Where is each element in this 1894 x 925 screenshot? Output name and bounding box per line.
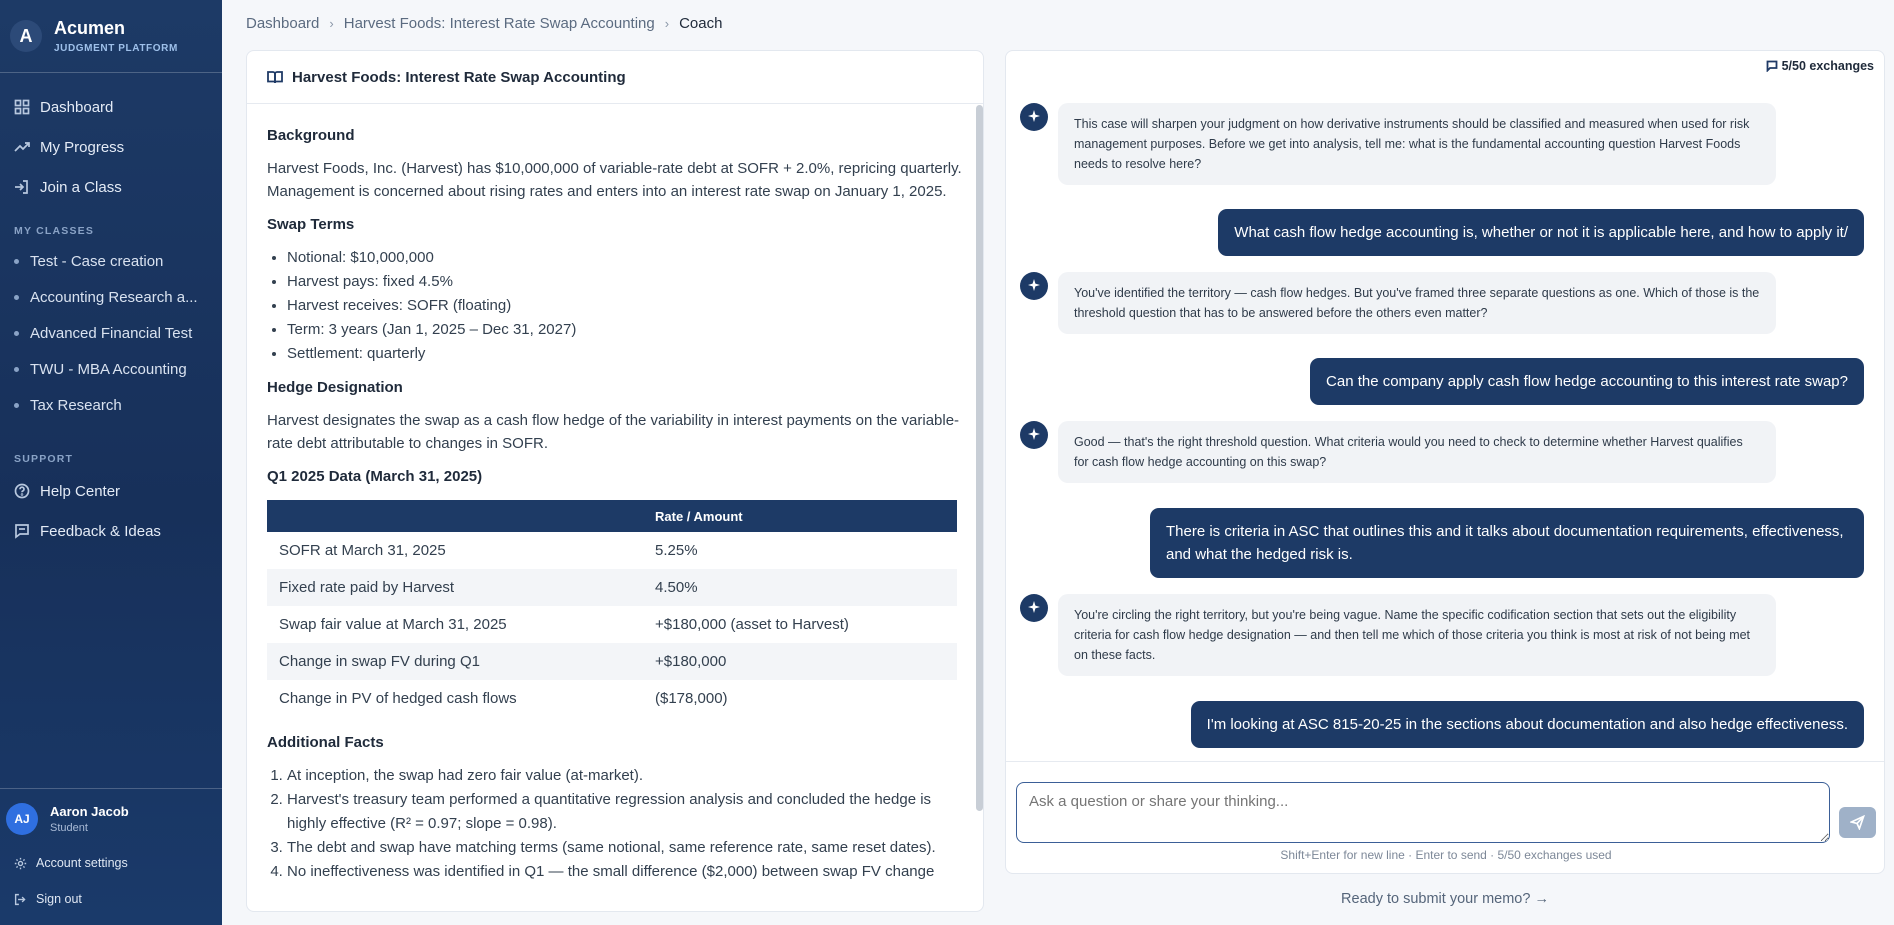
table-row [267, 532, 957, 569]
sign-out-label: Sign out [36, 892, 82, 906]
user-message: Can the company apply cash flow hedge accounting to this interest rate swap? [1310, 358, 1864, 405]
nav-progress-label: My Progress [40, 138, 125, 156]
table-cell: Change in PV of hedged cash flows [279, 690, 517, 707]
sidebar [0, 0, 222, 925]
gear-icon [14, 857, 27, 870]
message-input[interactable] [1016, 782, 1830, 843]
brand-logo: A [10, 20, 42, 52]
list-item: 1. At inception, the swap had zero fair value (at-market). [287, 764, 963, 788]
main-nav [0, 73, 222, 207]
nav-help-label: Help Center [40, 482, 121, 500]
coach-sparkle-icon [1020, 421, 1048, 449]
table-header-row [267, 500, 957, 532]
brand[interactable] [0, 0, 222, 73]
chevron-right-icon: › [664, 16, 670, 31]
user-message: There is criteria in ASC that outlines this and it talks about documentation requirements, effectiveness, and what the hedged risk is. [1150, 508, 1864, 578]
table-row [267, 680, 957, 717]
account-settings-label: Account settings [36, 856, 128, 870]
table-cell: Change in swap FV during Q1 [267, 643, 643, 680]
case-title: Harvest Foods: Interest Rate Swap Accounting [292, 68, 626, 86]
chevron-right-icon: › [329, 16, 334, 31]
coach-message: This case will sharpen your judgment on how derivative instruments should be classified and measured when used for risk management purposes. Before we get into analysis, tell me: what is the fundamental accounting question Harvest Foods needs to resolve here? [1058, 103, 1776, 185]
table-cell: SOFR at March 31, 2025 [279, 542, 446, 559]
grid-icon [14, 99, 30, 115]
case-scrollbar[interactable] [976, 105, 983, 811]
additional-facts-heading: Additional Facts [267, 734, 384, 751]
trend-up-icon [14, 139, 30, 155]
class-label: TWU - MBA Accounting [30, 360, 187, 378]
coach-sparkle-icon [1020, 272, 1048, 300]
help-circle-icon [14, 483, 30, 499]
coach-sparkle-icon [1020, 103, 1048, 131]
case-header [247, 51, 983, 104]
table-cell: +$180,000 (asset to Harvest) [655, 616, 849, 633]
coach-chat-panel [1005, 50, 1885, 874]
nav-join-label: Join a Class [40, 178, 122, 196]
coach-message: You're circling the right territory, but you're being vague. Name the specific codification section that sets out the eligibility criteria for cash flow hedge designation — and then tell me which of those criteria you think is most at risk of not being met on these facts. [1058, 594, 1776, 676]
nav-dashboard-label: Dashboard [40, 98, 114, 116]
list-item: 3. The debt and swap have matching terms (same notional, same reference rate, same reset dates). [287, 836, 963, 860]
q1-data-heading: Q1 2025 Data (March 31, 2025) [267, 468, 483, 485]
coach-message: You've identified the territory — cash flow hedges. But you've framed three separate questions as one. Which of those is the threshold question that has to be answered before the others even matter? [1058, 272, 1776, 334]
class-item[interactable] [0, 351, 222, 387]
hedge-heading: Hedge Designation [267, 379, 403, 396]
bullet-dot [14, 403, 19, 408]
bullet-dot [14, 331, 19, 336]
exchange-count: 5/50 exchanges [1781, 59, 1874, 73]
nav-dashboard[interactable] [0, 87, 222, 127]
swap-terms-heading: Swap Terms [267, 216, 355, 233]
user-profile[interactable] [0, 803, 222, 835]
logout-icon [14, 893, 27, 906]
class-item[interactable] [0, 279, 222, 315]
case-body[interactable] [247, 104, 983, 884]
breadcrumb-case[interactable]: Harvest Foods: Interest Rate Swap Accounting [343, 15, 655, 32]
account-settings-link[interactable] [0, 845, 222, 881]
user-name: Aaron Jacob [50, 804, 129, 819]
sign-out-link[interactable] [0, 881, 222, 917]
user-message: I'm looking at ASC 815-20-25 in the sections about documentation and also hedge effectiveness. [1191, 701, 1864, 748]
coach-message: Good — that's the right threshold question. What criteria would you need to check to determine whether Harvest qualifies for cash flow hedge accounting on this swap? [1058, 421, 1776, 483]
breadcrumb-current: Coach [679, 15, 723, 32]
background-heading: Background [267, 127, 355, 144]
message-icon [1766, 60, 1778, 72]
user-role: Student [50, 822, 88, 834]
class-item[interactable] [0, 387, 222, 423]
table-row [267, 606, 957, 643]
user-block [0, 788, 222, 925]
class-label: Accounting Research a... [30, 288, 198, 306]
list-item: 2. Harvest's treasury team performed a quantitative regression analysis and concluded the hedge is highly effective (R² = 0.97; slope = 0.98). [287, 788, 963, 836]
breadcrumb-dashboard[interactable]: Dashboard [246, 15, 320, 32]
bullet-dot [14, 295, 19, 300]
class-label: Advanced Financial Test [30, 324, 193, 342]
send-button[interactable] [1839, 807, 1876, 838]
table-cell: 4.50% [643, 569, 957, 606]
table-cell: ($178,000) [655, 690, 728, 707]
class-item[interactable] [0, 243, 222, 279]
list-item: • Notional: $10,000,000 [287, 246, 963, 270]
login-icon [14, 179, 30, 195]
swap-terms-list [287, 246, 963, 366]
coach-sparkle-icon [1020, 594, 1048, 622]
submit-memo-link[interactable]: Ready to submit your memo? → [1341, 891, 1549, 907]
class-label: Tax Research [30, 396, 122, 414]
table-row [267, 643, 957, 680]
message-square-icon [14, 523, 30, 539]
table-cell: +$180,000 [643, 643, 957, 680]
list-item: • Harvest pays: fixed 4.5% [287, 270, 963, 294]
user-message: What cash flow hedge accounting is, whether or not it is applicable here, and how to apply it/ [1218, 209, 1864, 256]
avatar: AJ [6, 803, 38, 835]
bullet-dot [14, 367, 19, 372]
hedge-text: Harvest designates the swap as a cash flow hedge of the variability in interest payments on the variable-rate debt attributable to changes in SOFR. [267, 412, 960, 452]
support-label: SUPPORT [14, 453, 74, 465]
table-cell: 5.25% [655, 542, 698, 559]
list-item: • Harvest receives: SOFR (floating) [287, 294, 963, 318]
table-header-cell: Rate / Amount [643, 500, 957, 532]
breadcrumb [246, 15, 722, 32]
class-label: Test - Case creation [30, 252, 164, 270]
table-cell: Fixed rate paid by Harvest [267, 569, 643, 606]
list-item: 4. No ineffectiveness was identified in Q1 — the small difference ($2,000) between swap FV change [287, 860, 963, 884]
book-open-icon [267, 69, 283, 85]
send-icon [1850, 815, 1865, 830]
nav-join-class[interactable] [0, 167, 222, 207]
nav-feedback-label: Feedback & Ideas [40, 522, 161, 540]
list-item: • Settlement: quarterly [287, 342, 963, 366]
bullet-dot [14, 259, 19, 264]
table-row [267, 569, 957, 606]
background-text: Harvest Foods, Inc. (Harvest) has $10,000,000 of variable-rate debt at SOFR + 2.0%, repricing quarterly. Management is concerned about rising rates and enters into an interest rate swap on January 1, 2025. [267, 160, 962, 200]
nav-help-center[interactable] [0, 471, 222, 511]
my-classes-label: MY CLASSES [14, 225, 95, 237]
table-cell: Swap fair value at March 31, 2025 [279, 616, 507, 633]
class-item[interactable] [0, 315, 222, 351]
case-panel [246, 50, 984, 912]
q1-data-table [267, 500, 957, 717]
brand-name: Acumen [54, 18, 126, 38]
table-header-cell [267, 500, 643, 532]
nav-feedback[interactable] [0, 511, 222, 551]
list-item: • Term: 3 years (Jan 1, 2025 – Dec 31, 2027) [287, 318, 963, 342]
brand-subtitle: JUDGMENT PLATFORM [54, 43, 178, 54]
composer-hint: Shift+Enter for new line · Enter to send · 5/50 exchanges used [1280, 848, 1612, 862]
exchange-counter [1766, 59, 1874, 73]
additional-facts-list [287, 764, 963, 884]
nav-my-progress[interactable] [0, 127, 222, 167]
